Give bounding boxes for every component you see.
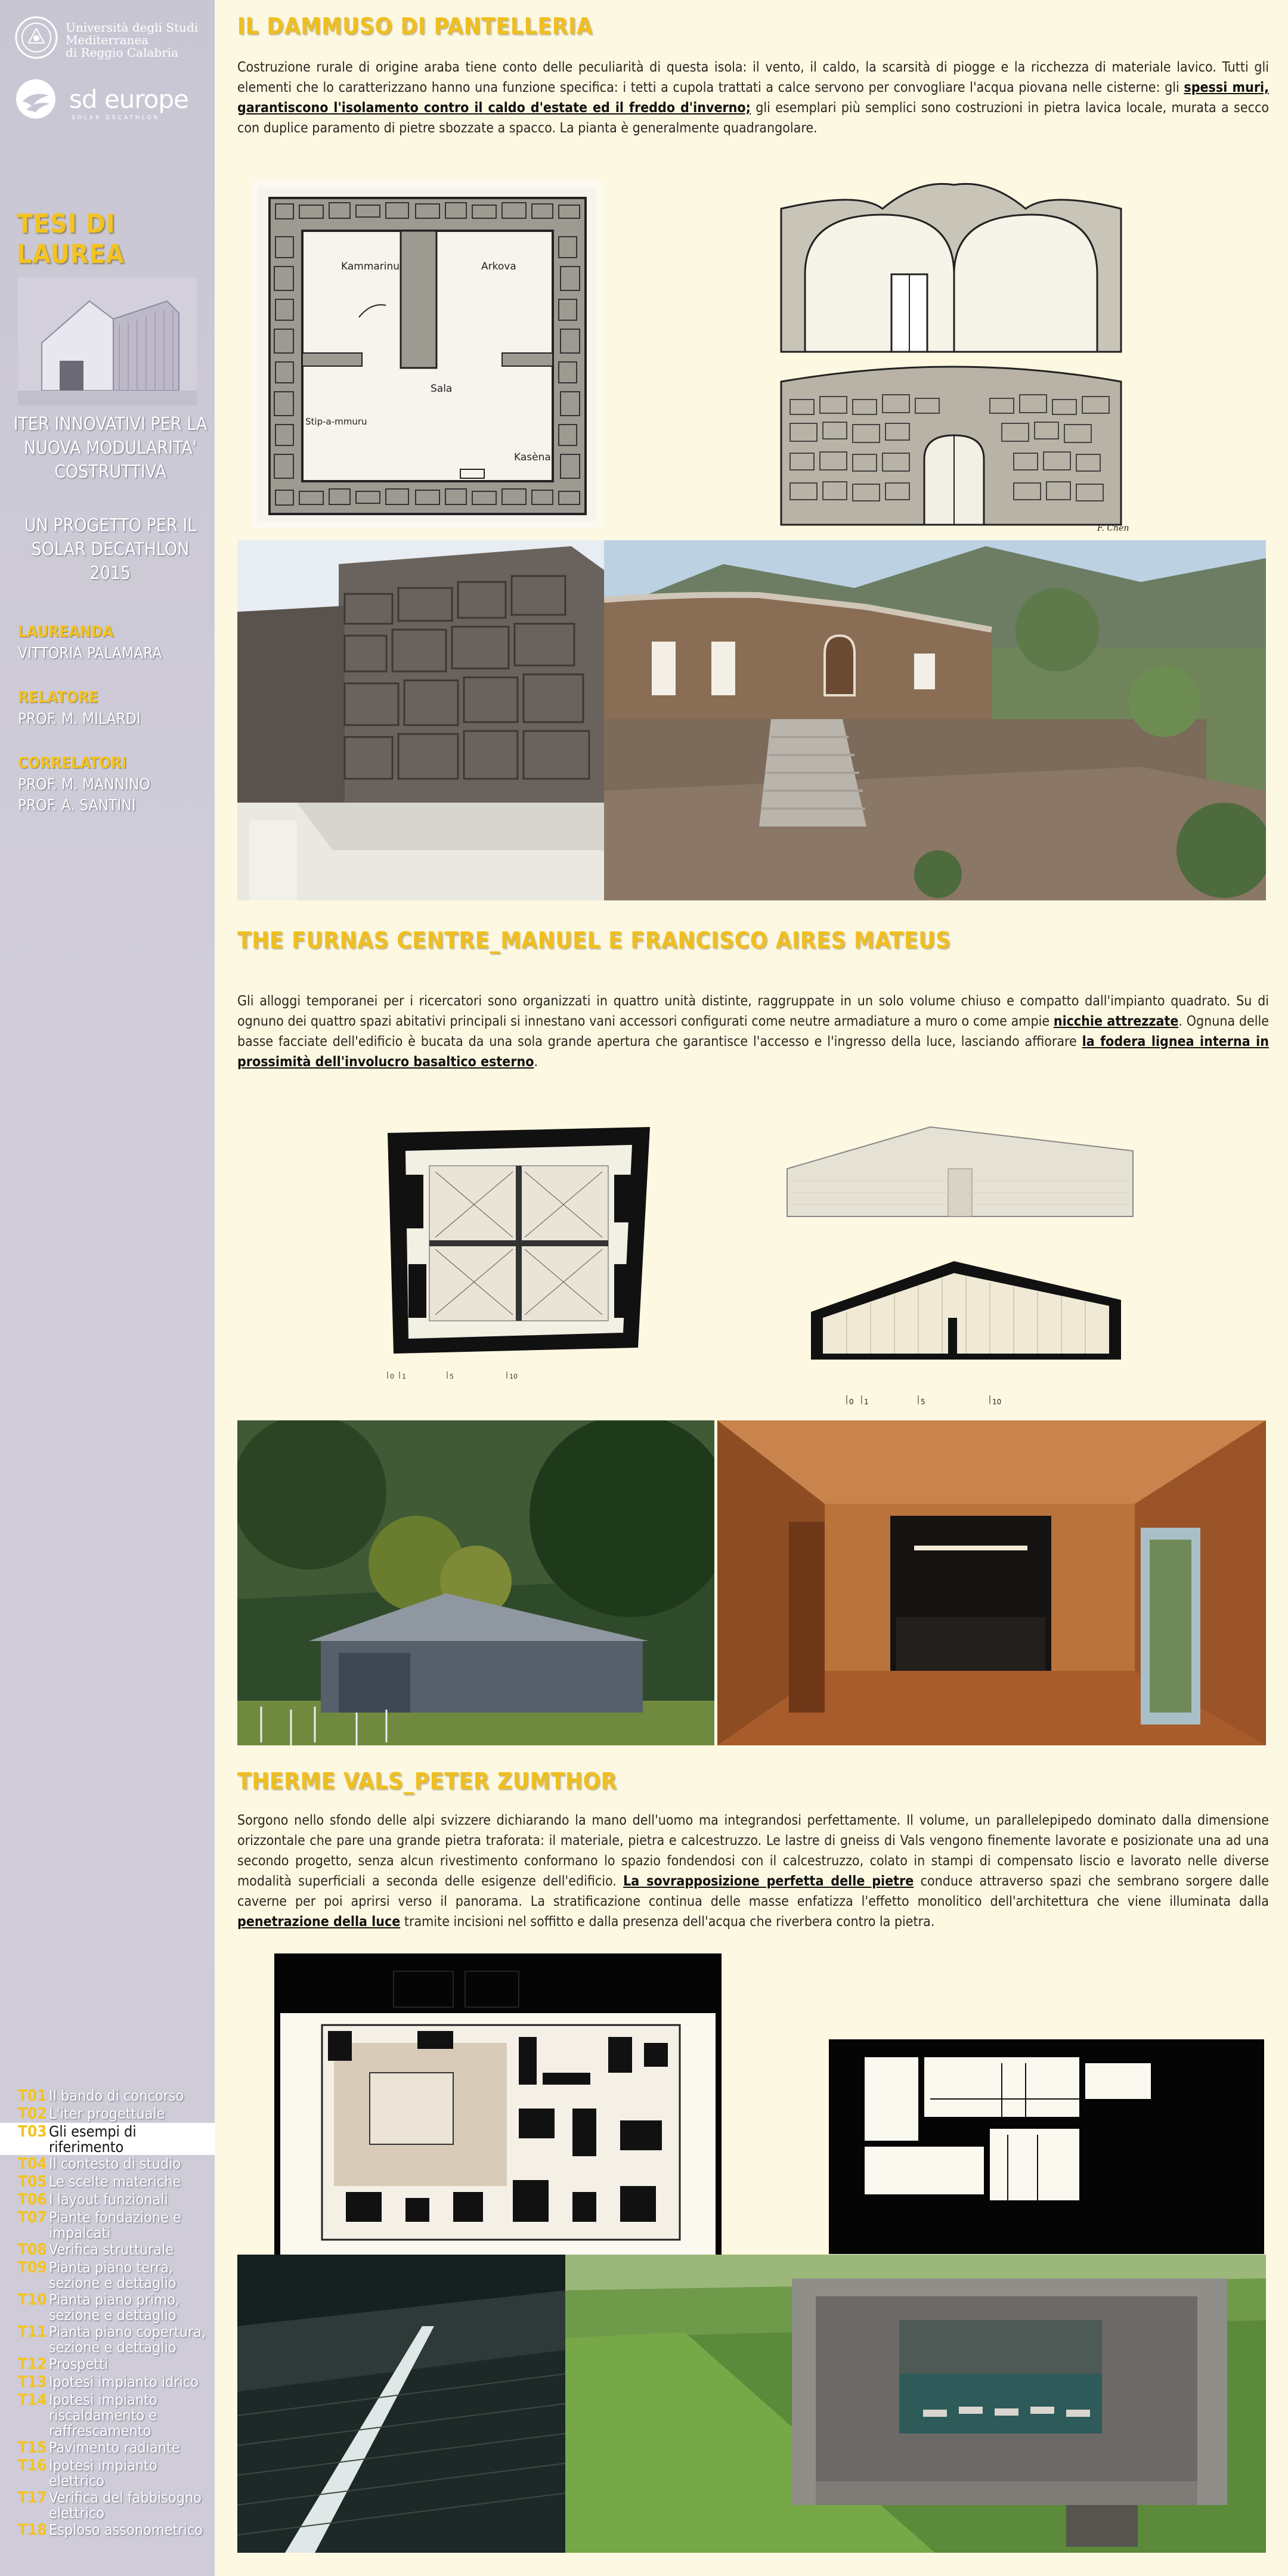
text-fragment: conduce attraverso spazi che sembrano sorgere dalle caverne per poi aprirsi verso il panorama. La stratificazione continua delle masse enfatizza l'effetto monolitico dell'architettura che viene illuminata dalla bbox=[237, 1874, 1270, 1909]
correlatori-label: CORRELATORI bbox=[18, 754, 127, 772]
drawing-signature: F. Chen bbox=[1097, 524, 1129, 533]
text-fragment: Gli alloggi temporanei per i ricercatori sono organizzati in quattro unità distinte, raggruppate in un solo volume chiuso e compatto dall'impianto quadrato. Su di ognuno dei quattro spazi abitativi principali si innestano vani accessori configurati come neutre armadiature a muro o come ampie bbox=[237, 993, 1269, 1029]
highlighted-text: La sovrapposizione perfetta delle pietre bbox=[623, 1874, 914, 1889]
toc-item-t13[interactable] bbox=[0, 2373, 215, 2391]
sd-sun-icon bbox=[14, 78, 57, 120]
toc-item-label: Il contesto di studio bbox=[49, 2155, 181, 2172]
toc-item-label: Piante fondazione e impalcati bbox=[49, 2209, 181, 2241]
toc-item-t01[interactable] bbox=[0, 2087, 215, 2105]
plan-label-stip: Stip-a-mmuru bbox=[305, 416, 367, 427]
toc-item-label: Pianta piano copertura, sezione e dettaglio bbox=[49, 2323, 206, 2356]
text-fragment: gli esemplari più semplici sono costruzioni in pietra lavica locale, murata a secco con duplice paramento di pietre sbozzate a spacco. La pianta è generalmente quadrangolare. bbox=[237, 100, 1269, 136]
toc-item-label: Le scelte materiche bbox=[49, 2173, 181, 2190]
toc-item-code: T02 bbox=[18, 2105, 47, 2123]
toc-item-label: Verifica del fabbisogno elettrico bbox=[49, 2489, 202, 2522]
laureanda-name: VITTORIA PALAMARA bbox=[18, 645, 162, 662]
toc-item-label: Verifica strutturale bbox=[49, 2241, 174, 2258]
toc-item-code: T18 bbox=[18, 2521, 47, 2539]
toc-item-code: T12 bbox=[18, 2355, 47, 2373]
vals-plan-drawing bbox=[274, 1953, 722, 2255]
section-title-vals: THERME VALS_PETER ZUMTHOR bbox=[237, 1768, 617, 1794]
project-subtitle-line-2: SOLAR DECATHLON 2015 bbox=[31, 539, 190, 584]
highlighted-text: spessi muri, garantiscono l'isolamento contro il caldo d'estate ed il freddo d'inverno; bbox=[237, 80, 1269, 116]
project-title-line-3: COSTRUTTIVA bbox=[54, 462, 166, 482]
main-content bbox=[215, 0, 1288, 2576]
highlighted-text: penetrazione della luce bbox=[237, 1914, 401, 1930]
toc-item-code: T06 bbox=[18, 2191, 47, 2209]
toc-item-t04[interactable] bbox=[0, 2155, 215, 2173]
toc-item-t15[interactable] bbox=[0, 2439, 215, 2457]
correlatore-2: PROF. A. SANTINI bbox=[18, 797, 136, 815]
dammuso-photo-landscape bbox=[604, 540, 1266, 900]
toc-item-t09[interactable] bbox=[0, 2259, 215, 2291]
toc-item-code: T11 bbox=[18, 2323, 47, 2341]
relatore-label: RELATORE bbox=[18, 689, 98, 707]
laureanda-label: LAUREANDA bbox=[18, 623, 114, 641]
project-subtitle bbox=[12, 514, 209, 586]
project-subtitle-line-1: UN PROGETTO PER IL bbox=[24, 515, 197, 536]
toc-item-label: Ipotesi impianto elettrico bbox=[49, 2457, 157, 2490]
toc-item-code: T13 bbox=[18, 2373, 47, 2391]
university-seal-icon bbox=[14, 16, 58, 60]
furnas-section-scale-1: 1 bbox=[864, 1398, 869, 1406]
vals-photo-exterior bbox=[565, 2255, 1266, 2553]
vals-section-drawing bbox=[829, 2039, 1264, 2254]
furnas-section-scale-10: 10 bbox=[992, 1398, 1002, 1406]
toc-item-code: T15 bbox=[18, 2439, 47, 2457]
university-line-1: Università degli Studi bbox=[66, 20, 199, 35]
highlighted-text: nicchie attrezzate bbox=[1053, 1014, 1179, 1029]
project-title-line-2: NUOVA MODULARITA' bbox=[23, 438, 197, 459]
text-fragment: tramite incisioni nel soffitto e dalla presenza dell'acqua che riverbera contro la pietra. bbox=[400, 1914, 935, 1930]
toc-item-label: Pianta piano terra, sezione e dettaglio bbox=[49, 2259, 177, 2292]
text-fragment: . bbox=[534, 1054, 538, 1070]
sidebar bbox=[0, 0, 215, 2576]
plan-label-kasena: Kasèna bbox=[514, 451, 551, 463]
section-title-furnas: THE FURNAS CENTRE_MANUEL E FRANCISCO AIRES MATEUS bbox=[237, 927, 951, 953]
toc-item-t10[interactable] bbox=[0, 2291, 215, 2323]
dammuso-plan-drawing bbox=[252, 180, 602, 528]
toc-item-label: Esploso assonometrico bbox=[49, 2521, 203, 2538]
furnas-plan-scale-1: 1 bbox=[402, 1373, 406, 1380]
relatore-name: PROF. M. MILARDI bbox=[18, 710, 141, 728]
project-title-line-1: ITER INNOVATIVI PER LA bbox=[13, 414, 208, 435]
toc-item-t11[interactable] bbox=[0, 2323, 215, 2355]
section-text-furnas bbox=[237, 991, 1269, 1072]
project-title bbox=[12, 413, 209, 484]
toc-item-t12[interactable] bbox=[0, 2355, 215, 2373]
text-fragment: Sorgono nello sfondo delle alpi svizzere dichiarando la mano dell'uomo ma integrandosi perfettamente. Il volume, un parallelepipedo dominato dalla dimensione orizzontale che pare una grande pietra traforata: il materiale, pietra e calcestruzzo. Le lastre di gneiss di Vals vengono finemente lavorate e posizionate una ad una secondo progetto, senza alcun rivestimento conformano lo spazio fondendosi con il calcestruzzo, colato in stampi di compensato liscio e lavorato nelle diverse modalità superficiali a seconda delle esigenze dell'edificio. bbox=[237, 1813, 1269, 1889]
toc-item-label: Prospetti bbox=[49, 2355, 109, 2373]
toc-item-code: T14 bbox=[18, 2391, 47, 2409]
furnas-photo-exterior bbox=[237, 1420, 714, 1745]
dammuso-elevation-drawing bbox=[763, 173, 1145, 537]
toc-item-t05[interactable] bbox=[0, 2173, 215, 2191]
furnas-section-scale-0: 0 bbox=[849, 1398, 854, 1406]
toc-item-t06[interactable] bbox=[0, 2191, 215, 2209]
toc-item-code: T10 bbox=[18, 2291, 47, 2309]
furnas-plan-scale-10: 10 bbox=[509, 1373, 518, 1380]
university-line-2: Mediterranea bbox=[66, 33, 149, 47]
sd-europe-logo bbox=[14, 78, 205, 125]
sd-europe-text: sd europe bbox=[69, 85, 188, 114]
university-line-3: di Reggio Calabria bbox=[66, 45, 179, 60]
text-fragment: . Ognuna delle basse facciate dell'edificio è bucata da una sola grande apertura che garantisce l'accesso e l'ingresso della luce, lasciando affiorare bbox=[237, 1014, 1270, 1049]
toc-item-label: L'iter progettuale bbox=[49, 2105, 165, 2122]
correlatore-1: PROF. M. MANNINO bbox=[18, 776, 150, 794]
plan-label-arkova: Arkova bbox=[481, 261, 516, 273]
toc-item-code: T08 bbox=[18, 2241, 47, 2259]
table-of-contents bbox=[0, 2087, 215, 2539]
toc-item-label: I layout funzionali bbox=[49, 2191, 168, 2208]
toc-item-label: Gli esempi di riferimento bbox=[49, 2123, 137, 2156]
toc-item-t07[interactable] bbox=[0, 2209, 215, 2241]
furnas-photo-interior bbox=[717, 1420, 1266, 1745]
toc-item-t14[interactable] bbox=[0, 2391, 215, 2439]
text-fragment: Costruzione rurale di origine araba tiene conto delle peculiarità di questa isola: il vento, il caldo, la scarsità di piogge e la ricchezza di materiale lavico. Tutti gli elementi che lo caratterizzano hanno una funzione specifica: i tetti a cupola trattati a calce servono per convogliare l'acqua piovana nelle cisterne: gli bbox=[237, 60, 1269, 95]
toc-item-code: T17 bbox=[18, 2489, 47, 2507]
vals-photo-light bbox=[237, 2255, 565, 2553]
furnas-plan-scale-5: 5 bbox=[450, 1373, 454, 1380]
plan-label-kammarinu: Kammarinu bbox=[341, 261, 400, 273]
toc-item-code: T09 bbox=[18, 2259, 47, 2277]
toc-item-label: Ipotesi impianto riscaldamento e raffrescamento bbox=[49, 2391, 157, 2439]
toc-item-code: T05 bbox=[18, 2173, 47, 2191]
sd-europe-subtext: SOLAR DECATHLON bbox=[72, 114, 160, 121]
toc-item-label: Pavimento radiante bbox=[49, 2439, 180, 2456]
section-text-dammuso bbox=[237, 57, 1269, 138]
toc-item-t18[interactable] bbox=[0, 2521, 215, 2539]
dammuso-photo-wall bbox=[237, 540, 604, 900]
university-logo bbox=[14, 16, 199, 69]
section-text-vals bbox=[237, 1810, 1269, 1932]
toc-item-t08[interactable] bbox=[0, 2241, 215, 2259]
furnas-plan-scale-0: 0 bbox=[390, 1373, 394, 1380]
toc-item-code: T04 bbox=[18, 2155, 47, 2173]
toc-item-label: Ipotesi impianto idrico bbox=[49, 2373, 199, 2391]
section-title-dammuso: IL DAMMUSO DI PANTELLERIA bbox=[237, 13, 593, 39]
toc-item-t16[interactable] bbox=[0, 2457, 215, 2489]
toc-item-label: Il bando di concorso bbox=[49, 2087, 184, 2104]
highlighted-text: la fodera lignea interna in prossimità dell'involucro basaltico esterno bbox=[237, 1034, 1269, 1070]
toc-item-t02[interactable] bbox=[0, 2105, 215, 2123]
project-house-image bbox=[18, 277, 197, 405]
plan-label-sala: Sala bbox=[431, 383, 453, 395]
toc-item-code: T16 bbox=[18, 2457, 47, 2475]
thesis-title: TESI DI LAUREA bbox=[17, 209, 125, 270]
toc-item-t03[interactable] bbox=[0, 2123, 215, 2155]
furnas-plan-drawing bbox=[352, 1109, 686, 1383]
toc-item-code: T03 bbox=[18, 2123, 47, 2141]
furnas-section-drawing bbox=[775, 1103, 1157, 1413]
toc-item-code: T01 bbox=[18, 2087, 47, 2105]
toc-item-label: Pianta piano primo, sezione e dettaglio bbox=[49, 2291, 180, 2324]
toc-item-t17[interactable] bbox=[0, 2489, 215, 2521]
furnas-section-scale-5: 5 bbox=[921, 1398, 925, 1406]
toc-item-code: T07 bbox=[18, 2209, 47, 2227]
